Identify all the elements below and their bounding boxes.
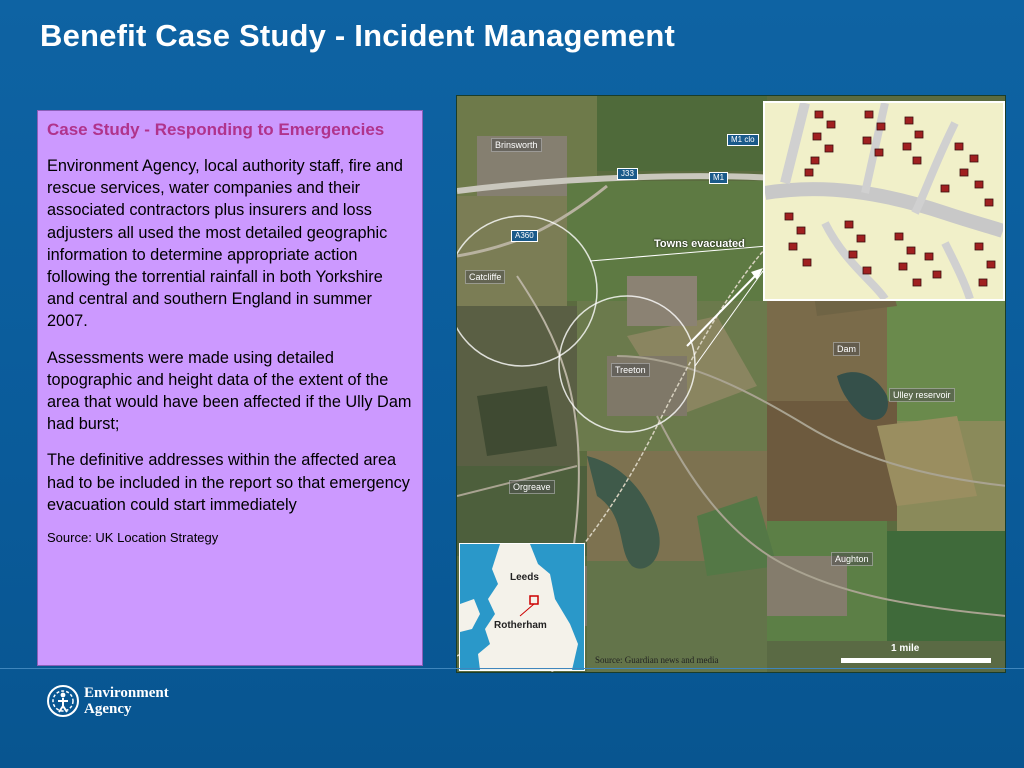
place-label-ulley-reservoir: Ulley reservoir: [889, 388, 955, 402]
inset-city-rotherham: Rotherham: [494, 620, 547, 631]
paragraph-1: Environment Agency, local authority staff, fire and rescue services, water companies and their associated contractors plus insurers and loss adjusters all used the most detailed geographic information to determine appropriate action following the torrential rainfall in both Yorkshire and central and southern England in summer 2007.: [47, 157, 403, 331]
environment-agency-logo: [46, 684, 169, 718]
logo-line-2: Agency: [84, 701, 132, 717]
environment-agency-emblem-icon: [46, 684, 80, 718]
place-label-dam: Dam: [833, 342, 860, 356]
aerial-map: [456, 95, 1006, 673]
place-label-treeton: Treeton: [611, 363, 650, 377]
road-label-j33: J33: [617, 168, 638, 180]
scale-bar-line: [841, 658, 991, 663]
map-source-note: Source: Guardian news and media: [595, 655, 719, 665]
logo-wordmark: [84, 685, 169, 717]
scale-label: 1 mile: [891, 643, 920, 654]
paragraph-2: Assessments were made using detailed topographic and height data of the extent of the area that would have been affected if the Ully Dam had burst;: [47, 348, 412, 434]
uk-locator-inset: [459, 543, 585, 671]
place-label-orgreave: Orgreave: [509, 480, 555, 494]
place-label-aughton: Aughton: [831, 552, 873, 566]
road-label-m1-closed: M1 clo: [727, 134, 759, 146]
case-study-textbox: [37, 110, 423, 666]
place-label-brinsworth: Brinsworth: [491, 138, 542, 152]
towns-evacuated-callout: Towns evacuated: [654, 238, 745, 250]
logo-line-1: Environment: [84, 685, 169, 701]
place-label-catcliffe: Catcliffe: [465, 270, 505, 284]
slide-title: Benefit Case Study - Incident Management: [40, 18, 675, 53]
footer-divider: [0, 668, 1024, 669]
road-label-a360: A360: [511, 230, 538, 242]
housing-detail-inset: [763, 101, 1005, 301]
paragraph-3: The definitive addresses within the affected area had to be included in the report so that emergency evacuation could start immediately: [47, 451, 410, 514]
inset-city-leeds: Leeds: [510, 572, 539, 583]
case-study-heading: Case Study - Responding to Emergencies: [47, 120, 385, 139]
road-label-m1: M1: [709, 172, 728, 184]
source-note: Source: UK Location Strategy: [47, 530, 219, 546]
